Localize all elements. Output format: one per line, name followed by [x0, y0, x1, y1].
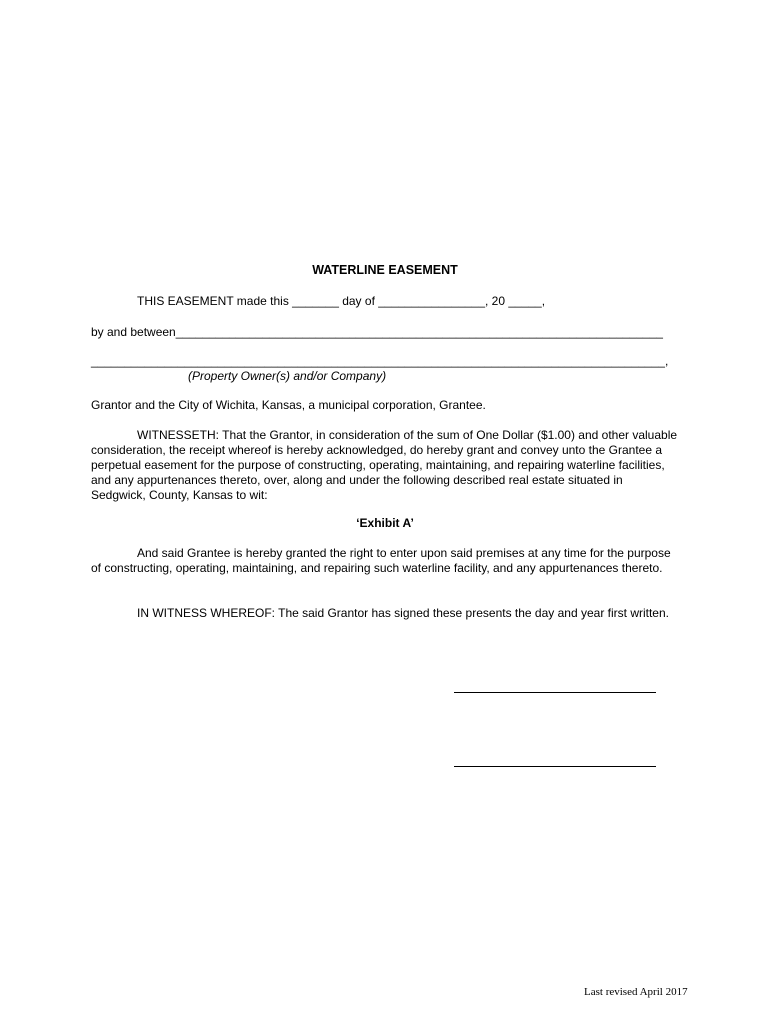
exhibit-label: ‘Exhibit A’ [356, 516, 414, 530]
footer-revision: Last revised April 2017 [584, 986, 688, 998]
grantor-line: Grantor and the City of Wichita, Kansas, a municipal corporation, Grantee. [91, 398, 486, 412]
grantee-rights-paragraph: And said Grantee is hereby granted the right to enter upon said premises at any time for the purpose of constructing, operating, maintaining, and repairing such waterline facility, and any appurtenances thereto. [91, 546, 671, 575]
owner-caption: (Property Owner(s) and/or Company) [188, 369, 387, 383]
signature-line-1 [454, 692, 656, 693]
document-title: WATERLINE EASEMENT [312, 263, 458, 277]
date-line: THIS EASEMENT made this _______ day of ________________, 20 _____, [137, 294, 546, 308]
witness-whereof-paragraph: IN WITNESS WHEREOF: The said Grantor has signed these presents the day and year first written. [137, 606, 669, 620]
owner-line: ______________________________________________________________________________________, [91, 354, 669, 368]
between-line: by and between_________________________________________________________________________ [91, 325, 663, 339]
signature-line-2 [454, 766, 656, 767]
witnesseth-paragraph: WITNESSETH: That the Grantor, in consideration of the sum of One Dollar ($1.00) and other valuable consideration, the receipt whereof is hereby acknowledged, do hereby grant and convey unto the Grantee a perpetual easement for the purpose of constructing, operating, maintaining, and repairing waterline facilities, and any appurtenances thereto, over, along and under the following described real estate situated in Sedgwick, County, Kansas to wit: [91, 428, 678, 502]
